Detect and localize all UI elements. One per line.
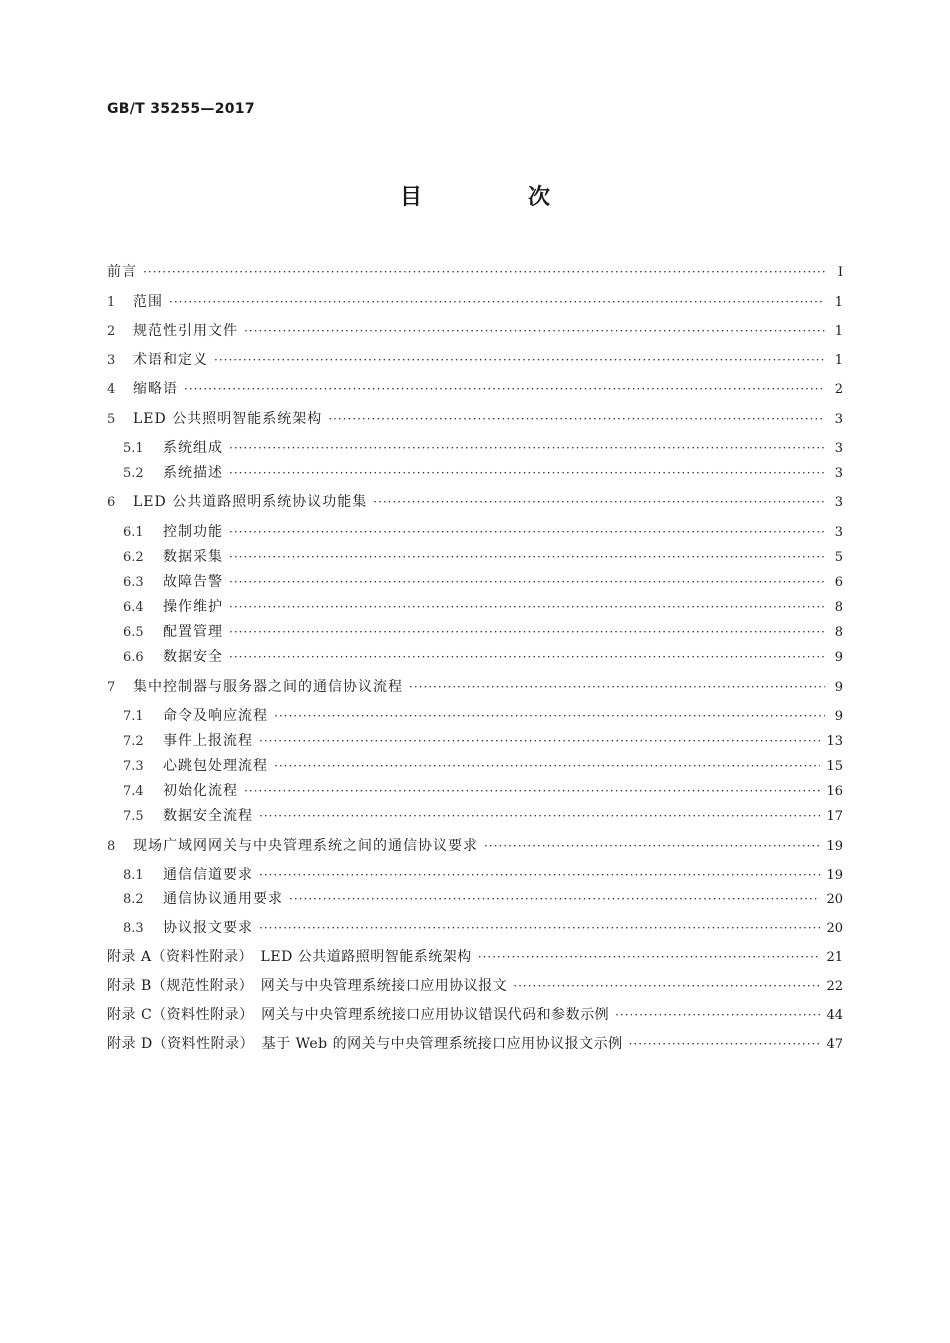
toc-leader-dots: [184, 379, 825, 399]
toc-entry-label: 命令及响应流程: [163, 708, 268, 724]
toc-entry-page: 19: [826, 868, 843, 883]
toc-entry[interactable]: [107, 522, 843, 542]
toc-entry[interactable]: [107, 677, 843, 697]
toc-entry[interactable]: [107, 836, 843, 856]
toc-entry-number: 6.6: [123, 650, 144, 665]
toc-leader-dots: [615, 1005, 820, 1025]
toc-leader-dots: [244, 781, 820, 801]
toc-entry-page: 19: [826, 839, 843, 854]
toc-leader-dots: [259, 806, 820, 826]
toc-entry-number: 6: [107, 495, 116, 510]
toc-entry-number: 2: [107, 324, 116, 339]
toc-entry-page: 20: [826, 921, 843, 936]
toc-entry-number: 1: [107, 295, 116, 310]
toc-entry[interactable]: [107, 976, 843, 996]
toc-entry-number: 8.1: [123, 868, 144, 883]
toc-entry[interactable]: [107, 865, 843, 885]
toc-entry-label: 故障告警: [163, 574, 223, 590]
toc-entry-number: 6.1: [123, 525, 144, 540]
toc-entry-page: 20: [826, 892, 843, 907]
standard-code: GB/T 35255—2017: [107, 101, 255, 117]
toc-entry-page: 3: [834, 412, 843, 427]
toc-leader-dots: [229, 522, 825, 542]
toc-entry-label: 附录 A（资料性附录） LED 公共道路照明智能系统架构: [107, 949, 472, 965]
toc-entry-page: 8: [834, 625, 843, 640]
toc-entry-number: 7.3: [123, 759, 144, 774]
toc-leader-dots: [409, 677, 825, 697]
toc-entry[interactable]: [107, 731, 843, 751]
toc-entry[interactable]: [107, 572, 843, 592]
toc-entry-page: 3: [834, 441, 843, 456]
toc-entry[interactable]: [107, 321, 843, 341]
toc-entry[interactable]: [107, 379, 843, 399]
toc-entry[interactable]: [107, 781, 843, 801]
toc-entry-number: 5.2: [123, 466, 144, 481]
toc-entry-label: 系统描述: [163, 465, 223, 481]
toc-leader-dots: [373, 492, 825, 512]
toc-entry-label: 通信信道要求: [163, 867, 253, 883]
toc-entry-page: 47: [826, 1037, 843, 1052]
toc-leader-dots: [229, 547, 825, 567]
toc-entry-number: 7.2: [123, 734, 144, 749]
toc-entry-number: 8.3: [123, 921, 144, 936]
toc-entry-label: 前言: [107, 264, 137, 280]
toc-leader-dots: [484, 836, 820, 856]
toc-entry-page: 3: [834, 466, 843, 481]
toc-entry-page: 8: [834, 600, 843, 615]
toc-entry-number: 7.1: [123, 709, 144, 724]
toc-entry-label: 控制功能: [163, 524, 223, 540]
toc-entry[interactable]: [107, 706, 843, 726]
toc-entry-page: 1: [834, 324, 843, 339]
toc-leader-dots: [143, 262, 825, 282]
toc-entry[interactable]: [107, 438, 843, 458]
toc-entry-page: 1: [834, 295, 843, 310]
toc-entry[interactable]: [107, 756, 843, 776]
toc-entry-number: 7.5: [123, 809, 144, 824]
toc-leader-dots: [289, 889, 820, 909]
toc-entry-label: 附录 D（资料性附录） 基于 Web 的网关与中央管理系统接口应用协议报文示例: [107, 1036, 623, 1052]
toc-entry-label: 初始化流程: [163, 783, 238, 799]
toc-entry-page: 3: [834, 495, 843, 510]
toc-entry-page: 17: [826, 809, 843, 824]
toc-entry-label: 事件上报流程: [163, 733, 253, 749]
toc-leader-dots: [629, 1034, 821, 1054]
toc-entry[interactable]: [107, 622, 843, 642]
toc-entry-page: 22: [826, 979, 843, 994]
toc-entry-label: 集中控制器与服务器之间的通信协议流程: [133, 679, 403, 695]
toc-entry-page: 5: [834, 550, 843, 565]
toc-entry[interactable]: [107, 463, 843, 483]
toc-leader-dots: [259, 918, 820, 938]
toc-entry-page: 44: [826, 1008, 843, 1023]
toc-entry-label: 附录 C（资料性附录） 网关与中央管理系统接口应用协议错误代码和参数示例: [107, 1007, 610, 1023]
toc-entry[interactable]: [107, 350, 843, 370]
toc-leader-dots: [244, 321, 825, 341]
toc-entry-number: 8.2: [123, 892, 144, 907]
toc-leader-dots: [169, 292, 825, 312]
toc-entry-page: 21: [826, 950, 843, 965]
toc-entry-label: LED 公共照明智能系统架构: [133, 411, 323, 427]
toc-entry-label: 现场广域网网关与中央管理系统之间的通信协议要求: [133, 838, 478, 854]
table-of-contents: [107, 0, 843, 1343]
toc-leader-dots: [274, 706, 825, 726]
toc-entry-label: 协议报文要求: [163, 920, 253, 936]
toc-leader-dots: [214, 350, 825, 370]
toc-entry-label: LED 公共道路照明系统协议功能集: [133, 494, 368, 510]
toc-entry-page: 9: [834, 650, 843, 665]
toc-entry-label: 配置管理: [163, 624, 223, 640]
toc-entry[interactable]: [107, 1034, 843, 1054]
toc-entry-page: 9: [834, 709, 843, 724]
toc-entry-page: 3: [834, 525, 843, 540]
toc-entry-number: 6.5: [123, 625, 144, 640]
toc-entry-number: 6.4: [123, 600, 144, 615]
toc-entry[interactable]: [107, 889, 843, 909]
toc-leader-dots: [229, 622, 825, 642]
toc-entry-label: 术语和定义: [133, 352, 208, 368]
toc-entry-label: 操作维护: [163, 599, 223, 615]
toc-entry-page: 13: [826, 734, 843, 749]
toc-entry[interactable]: [107, 547, 843, 567]
toc-entry-label: 数据采集: [163, 549, 223, 565]
toc-entry-label: 数据安全流程: [163, 808, 253, 824]
toc-entry[interactable]: [107, 806, 843, 826]
toc-leader-dots: [229, 647, 825, 667]
toc-entry[interactable]: [107, 597, 843, 617]
toc-entry-label: 系统组成: [163, 440, 223, 456]
toc-entry-label: 规范性引用文件: [133, 323, 238, 339]
toc-leader-dots: [328, 409, 825, 429]
toc-entry[interactable]: [107, 918, 843, 938]
toc-leader-dots: [229, 572, 825, 592]
toc-entry-label: 通信协议通用要求: [163, 891, 283, 907]
toc-entry[interactable]: [107, 292, 843, 312]
toc-entry-number: 4: [107, 382, 116, 397]
toc-entry-page: 1: [834, 353, 843, 368]
toc-entry[interactable]: [107, 492, 843, 512]
page-title: 目 次: [399, 185, 592, 210]
toc-leader-dots: [229, 463, 825, 483]
toc-entry[interactable]: [107, 262, 843, 282]
toc-leader-dots: [513, 976, 820, 996]
toc-entry-number: 5.1: [123, 441, 144, 456]
toc-entry-page: 9: [834, 680, 843, 695]
toc-entry-number: 8: [107, 839, 116, 854]
toc-entry[interactable]: [107, 1005, 843, 1025]
toc-entry-page: 6: [834, 575, 843, 590]
toc-entry-number: 6.3: [123, 575, 144, 590]
toc-entry[interactable]: [107, 647, 843, 667]
toc-leader-dots: [259, 865, 820, 885]
toc-entry-page: Ⅰ: [837, 265, 843, 280]
toc-entry-page: 2: [834, 382, 843, 397]
toc-entry-number: 5: [107, 412, 116, 427]
toc-entry-label: 数据安全: [163, 649, 223, 665]
toc-entry-label: 范围: [133, 294, 163, 310]
toc-leader-dots: [259, 731, 820, 751]
toc-entry-number: 7: [107, 680, 116, 695]
toc-entry-number: 7.4: [123, 784, 144, 799]
toc-entry-number: 3: [107, 353, 116, 368]
toc-entry-number: 6.2: [123, 550, 144, 565]
toc-leader-dots: [274, 756, 820, 776]
toc-entry-page: 15: [826, 759, 843, 774]
toc-entry[interactable]: [107, 409, 843, 429]
toc-leader-dots: [229, 597, 825, 617]
toc-entry-label: 心跳包处理流程: [163, 758, 268, 774]
toc-leader-dots: [229, 438, 825, 458]
toc-leader-dots: [478, 947, 821, 967]
toc-entry-page: 16: [826, 784, 843, 799]
toc-entry[interactable]: [107, 947, 843, 967]
toc-entry-label: 附录 B（规范性附录） 网关与中央管理系统接口应用协议报文: [107, 978, 508, 994]
toc-entry-label: 缩略语: [133, 381, 178, 397]
